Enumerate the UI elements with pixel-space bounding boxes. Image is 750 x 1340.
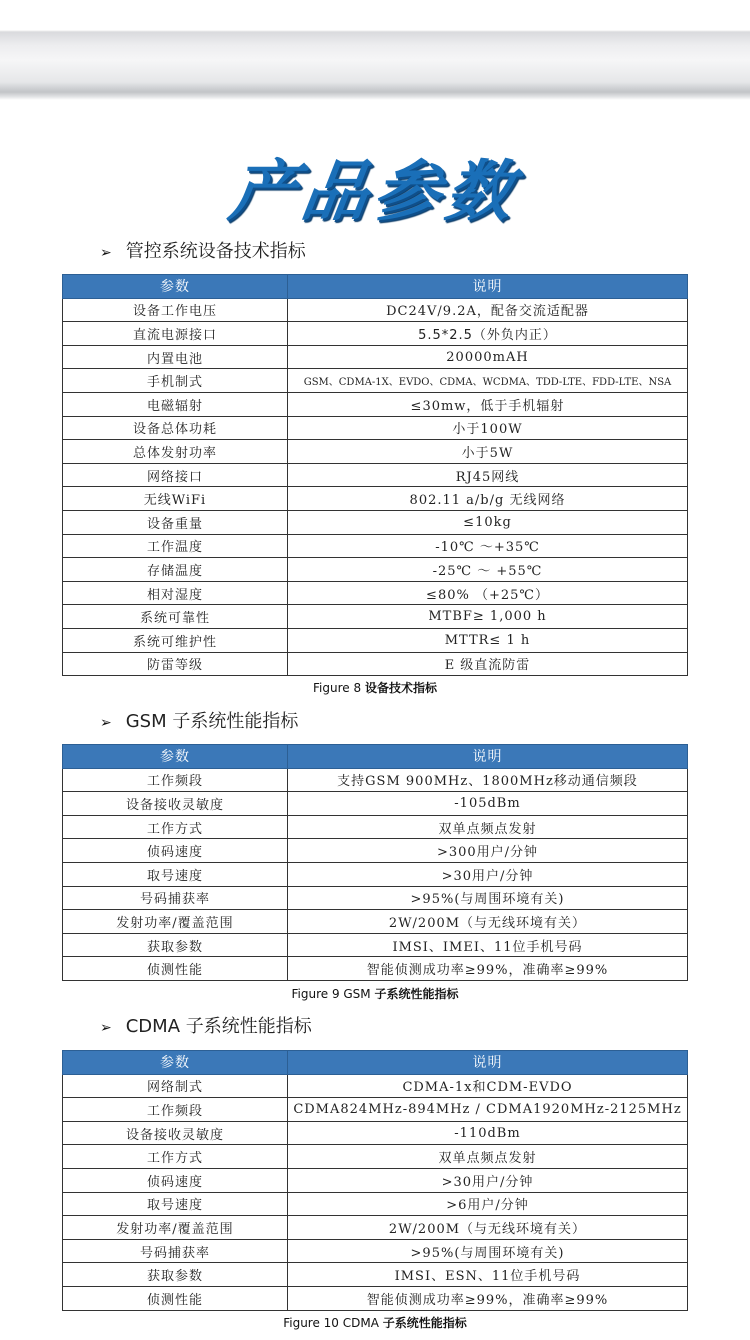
value-cell: MTBF≥ 1,000 h [288,605,688,629]
caption-prefix: Figure 8 [313,681,365,695]
param-cell: 发射功率/覆盖范围 [63,910,288,934]
param-cell: 工作频段 [63,1098,288,1122]
table-row [63,1074,688,1098]
header-desc: 说明 [288,275,688,299]
table-row [63,1239,688,1263]
section-heading-text: GSM 子系统性能指标 [125,711,299,732]
table-row [63,322,688,346]
header-desc: 说明 [288,745,688,769]
section-heading-gsm [100,708,298,736]
table-row [63,369,688,393]
value-cell: 智能侦测成功率≥99%，准确率≥99% [288,957,688,981]
table-row [63,487,688,511]
arrowhead-bullet-icon: ➢ [100,245,112,261]
value-cell: IMSI、ESN、11位手机号码 [288,1263,688,1287]
table-row [63,534,688,558]
value-cell: RJ45网线 [288,463,688,487]
value-cell: -110dBm [288,1121,688,1145]
caption-bold: 子系统性能指标 [382,1316,467,1330]
table-row [63,839,688,863]
value-cell: ≤10kg [288,510,688,534]
table-row [63,1192,688,1216]
param-cell: 无线WiFi [63,487,288,511]
value-cell: >30用户/分钟 [288,862,688,886]
param-cell: 工作温度 [63,534,288,558]
table-row [63,792,688,816]
param-cell: 设备工作电压 [63,298,288,322]
param-cell: 取号速度 [63,1192,288,1216]
caption-prefix: Figure 9 GSM [291,987,375,1001]
table-row [63,886,688,910]
param-cell: 号码捕获率 [63,886,288,910]
header-param: 参数 [63,275,288,299]
value-cell: >6用户/分钟 [288,1192,688,1216]
param-cell: 相对湿度 [63,581,288,605]
value-cell: CDMA-1x和CDM-EVDO [288,1074,688,1098]
table-row [63,440,688,464]
param-cell: 电磁辐射 [63,392,288,416]
figure-caption [0,1314,750,1331]
param-cell: 侦测性能 [63,957,288,981]
value-cell: E 级直流防雷 [288,652,688,676]
table-row [63,298,688,322]
param-cell: 系统可靠性 [63,605,288,629]
table-row [63,815,688,839]
table-header-row [63,275,688,299]
section-heading-cdma [100,1013,312,1041]
value-cell: 双单点频点发射 [288,1145,688,1169]
value-cell: MTTR≤ 1 h [288,628,688,652]
table-row [63,1263,688,1287]
section-heading-text: CDMA 子系统性能指标 [125,1016,312,1037]
value-cell: 双单点频点发射 [288,815,688,839]
param-cell: 获取参数 [63,933,288,957]
param-cell: 防雷等级 [63,652,288,676]
table-row [63,605,688,629]
value-cell: ≤30mw，低于手机辐射 [288,392,688,416]
header-param: 参数 [63,1051,288,1075]
page-title: 产品参数 [224,153,524,230]
table-row [63,1121,688,1145]
header-param: 参数 [63,745,288,769]
top-banner [0,0,750,118]
param-cell: 工作方式 [63,1145,288,1169]
value-cell: -105dBm [288,792,688,816]
table-row [63,1286,688,1310]
param-cell: 系统可维护性 [63,628,288,652]
caption-bold: 子系统性能指标 [374,987,459,1001]
value-cell: >30用户/分钟 [288,1168,688,1192]
value-cell: -25℃ ～ +55℃ [288,558,688,582]
param-cell: 工作方式 [63,815,288,839]
param-cell: 侦码速度 [63,1168,288,1192]
arrowhead-bullet-icon: ➢ [100,715,112,731]
table-row [63,933,688,957]
gsm-spec-table [62,744,688,981]
table-row [63,392,688,416]
value-cell: >95%(与周围环境有关) [288,1239,688,1263]
table-row [63,1216,688,1240]
table-row [63,558,688,582]
value-cell: -10℃ ～+35℃ [288,534,688,558]
figure-caption [0,679,750,696]
table-row [63,1168,688,1192]
param-cell: 网络接口 [63,463,288,487]
value-cell: 小于5W [288,440,688,464]
value-cell: 20000mAH [288,345,688,369]
section-heading-device [100,238,306,266]
caption-bold: 设备技术指标 [364,681,437,695]
table-row [63,652,688,676]
param-cell: 网络制式 [63,1074,288,1098]
param-cell: 设备接收灵敏度 [63,1121,288,1145]
value-cell: 2W/200M（与无线环境有关） [288,910,688,934]
param-cell: 设备总体功耗 [63,416,288,440]
param-cell: 发射功率/覆盖范围 [63,1216,288,1240]
table-row [63,768,688,792]
table-header-row [63,745,688,769]
param-cell: 存储温度 [63,558,288,582]
table-row [63,862,688,886]
value-cell: >95%(与周围环境有关) [288,886,688,910]
value-cell: >300用户/分钟 [288,839,688,863]
value-cell: 5.5*2.5（外负内正） [288,322,688,346]
value-cell: IMSI、IMEI、11位手机号码 [288,933,688,957]
table-row [63,510,688,534]
param-cell: 获取参数 [63,1263,288,1287]
table-row [63,581,688,605]
param-cell: 工作频段 [63,768,288,792]
caption-prefix: Figure 10 CDMA [283,1316,383,1330]
table-header-row [63,1051,688,1075]
value-cell: 2W/200M（与无线环境有关） [288,1216,688,1240]
table-row [63,628,688,652]
table-row [63,345,688,369]
value-cell: 802.11 a/b/g 无线网络 [288,487,688,511]
param-cell: 侦码速度 [63,839,288,863]
param-cell: 手机制式 [63,369,288,393]
param-cell: 总体发射功率 [63,440,288,464]
section-heading-text: 管控系统设备技术指标 [125,241,306,262]
value-cell: DC24V/9.2A，配备交流适配器 [288,298,688,322]
param-cell: 取号速度 [63,862,288,886]
header-desc: 说明 [288,1051,688,1075]
figure-caption [0,985,750,1002]
value-cell: 智能侦测成功率≥99%，准确率≥99% [288,1286,688,1310]
device-spec-table [62,274,688,676]
param-cell: 内置电池 [63,345,288,369]
param-cell: 号码捕获率 [63,1239,288,1263]
arrowhead-bullet-icon: ➢ [100,1020,112,1036]
param-cell: 侦测性能 [63,1286,288,1310]
param-cell: 直流电源接口 [63,322,288,346]
table-row [63,910,688,934]
cdma-spec-table [62,1050,688,1311]
value-cell: ≤80% （+25℃） [288,581,688,605]
param-cell: 设备重量 [63,510,288,534]
table-row [63,1145,688,1169]
value-cell: 支持GSM 900MHz、1800MHz移动通信频段 [288,768,688,792]
value-cell: 小于100W [288,416,688,440]
table-row [63,416,688,440]
table-row [63,463,688,487]
value-cell: GSM、CDMA-1X、EVDO、CDMA、WCDMA、TDD-LTE、FDD-LTE、NSA [288,369,688,393]
param-cell: 设备接收灵敏度 [63,792,288,816]
value-cell: CDMA824MHz-894MHz / CDMA1920MHz-2125MHz [288,1098,688,1122]
table-row [63,957,688,981]
table-row [63,1098,688,1122]
